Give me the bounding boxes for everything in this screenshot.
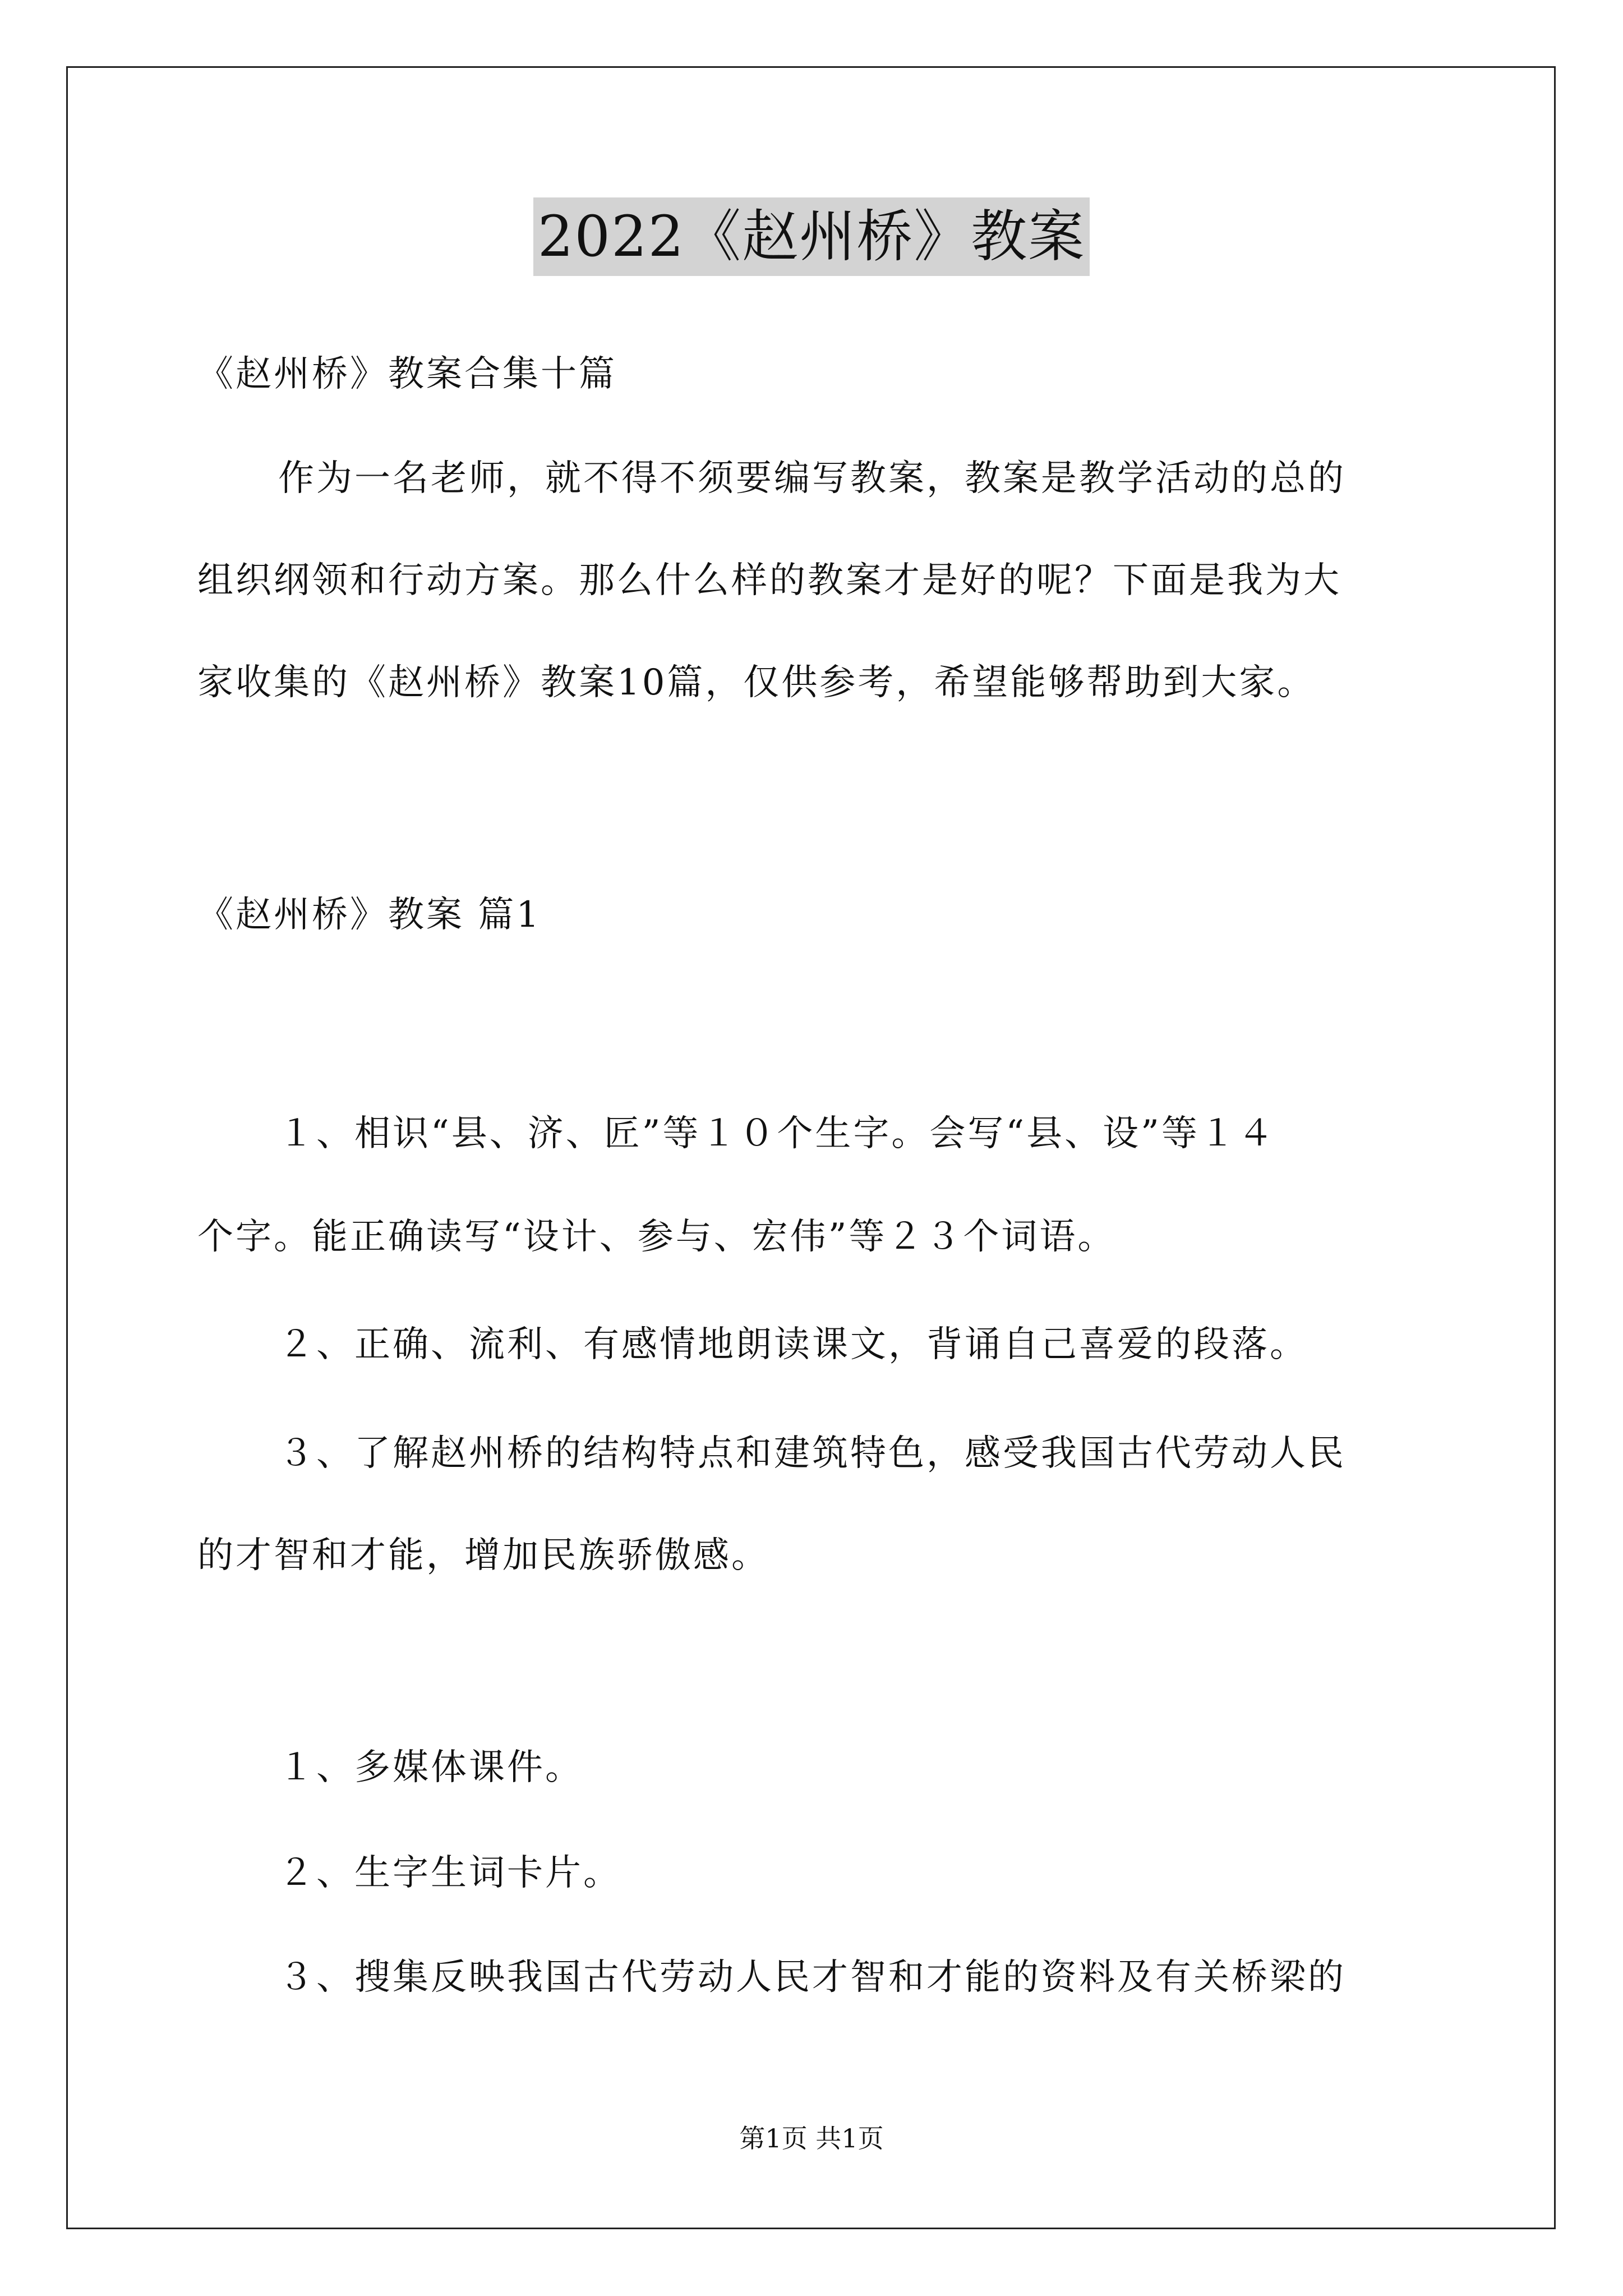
goal-line: ３、了解赵州桥的结构特点和建筑特色，感受我国古代劳动人民 [278,1433,1346,1474]
document-title: 2022《赵州桥》教案 [533,197,1090,276]
page-footer: 第1页 共1页 [739,2123,884,2154]
section-heading: 《赵州桥》教案 篇1 [197,894,542,936]
prep-line: １、多媒体课件。 [278,1747,583,1788]
subtitle: 《赵州桥》教案合集十篇 [197,353,617,395]
prep-line: ３、搜集反映我国古代劳动人民才智和才能的资料及有关桥梁的 [278,1957,1346,1998]
goal-line: ２、正确、流利、有感情地朗读课文，背诵自己喜爱的段落。 [278,1324,1308,1365]
goal-line: 的才智和才能，增加民族骄傲感。 [197,1535,769,1576]
intro-line: 作为一名老师，就不得不须要编写教案，教案是教学活动的总的 [278,458,1346,499]
prep-line: ２、生字生词卡片。 [278,1852,621,1894]
title-container [0,197,1623,276]
intro-line: 组织纲领和行动方案。那么什么样的教案才是好的呢？下面是我为大 [197,560,1341,601]
intro-line: 家收集的《赵州桥》教案10篇，仅供参考，希望能够帮助到大家。 [197,662,1316,703]
goal-line: １、相识“县、济、匠”等１０个生字。会写“县、设”等１４ [278,1113,1276,1154]
goal-line: 个字。能正确读写“设计、参与、宏伟”等２３个词语。 [197,1216,1116,1258]
